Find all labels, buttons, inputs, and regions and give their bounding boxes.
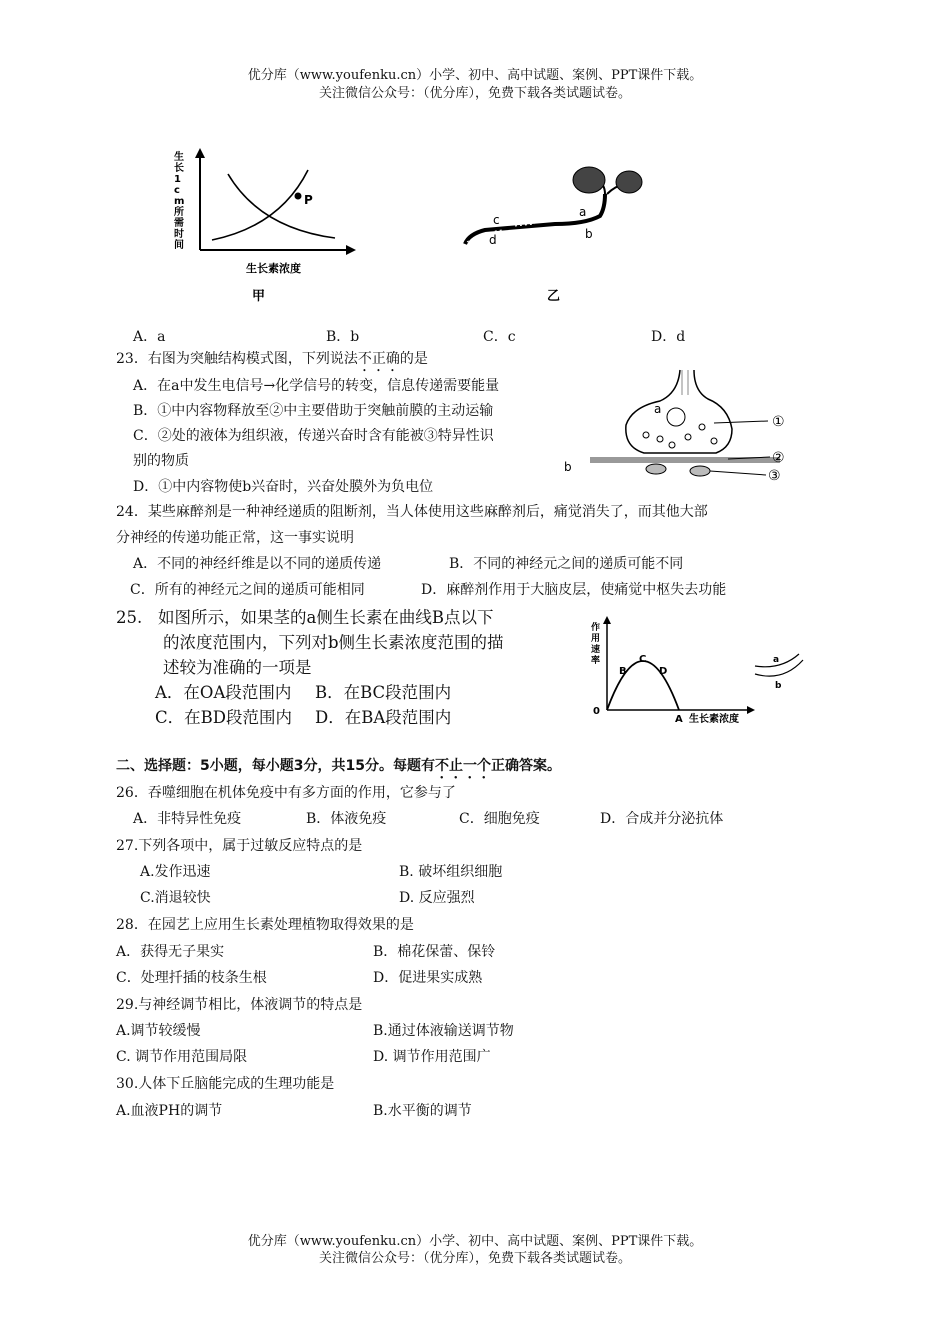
q27-option-d: D. 反应强烈 — [399, 890, 475, 906]
q25-label-a: A — [675, 714, 683, 725]
q23-figure-label-3: ③ — [768, 468, 781, 484]
figure-yi-caption: 乙 — [547, 289, 561, 304]
q22-option-c: C．c — [483, 329, 516, 345]
q25-figure — [585, 610, 810, 728]
q28-option-c: C．处理扦插的枝条生根 — [116, 970, 267, 986]
q27-option-c: C.消退较快 — [140, 890, 211, 906]
q30-option-b: B.水平衡的调节 — [373, 1103, 472, 1119]
q28-option-a: A．获得无子果实 — [116, 944, 225, 960]
figure-jia-ylabel-char: 长 — [174, 163, 184, 174]
q28-option-d: D．促进果实成熟 — [373, 970, 483, 986]
q25-stem-line1: 如图所示，如果茎的a侧生长素在曲线B点以下 — [158, 608, 494, 627]
q25-x-arrow — [747, 706, 755, 714]
figure-jia-point-label: P — [304, 193, 313, 207]
q22-option-a: A．a — [133, 329, 166, 345]
q23-receptor — [646, 464, 666, 474]
figure-yi-leaf-left — [573, 167, 605, 193]
q25-curve — [607, 661, 679, 710]
q24-option-c: C．所有的神经元之间的递质可能相同 — [130, 582, 365, 598]
q23-option-b: B．①中内容物释放至②中主要借助于突触前膜的主动运输 — [133, 403, 494, 419]
q26-option-b: B．体液免疫 — [306, 811, 387, 827]
q25-xlabel: 生长素浓度 — [689, 714, 739, 725]
q29-option-a: A.调节较缓慢 — [116, 1023, 201, 1039]
q25-y-arrow — [603, 616, 611, 624]
q24-option-a: A．不同的神经纤维是以不同的递质传递 — [133, 556, 382, 572]
q23-leader-3 — [710, 471, 766, 475]
figure-jia-caption: 甲 — [252, 289, 266, 304]
header-line-2: 关注微信公众号：（优分库），免费下载各类试题试卷。 — [318, 86, 631, 101]
q25-ylabel-char: 率 — [591, 656, 601, 666]
q25-stem-line2: 的浓度范围内，下列对b侧生长素浓度范围的描 — [163, 633, 504, 652]
q28-stem: 28．在园艺上应用生长素处理植物取得效果的是 — [116, 917, 414, 933]
q23-option-d: D．①中内容物使b兴奋时，兴奋处膜外为负电位 — [133, 479, 434, 495]
header-line-1: 优分库（www.youfenku.cn）小学、初中、高中试题、案例、PPT课件下载。 — [247, 68, 703, 83]
q25-label-d: D — [659, 666, 668, 677]
q24-stem-line2: 分神经的传递功能正常，这一事实说明 — [116, 530, 354, 546]
figure-jia-y-arrow — [195, 148, 205, 158]
q24-stem-line1: 24．某些麻醉剂是一种神经递质的阻断剂，当人体使用这些麻醉剂后，痛觉消失了，而其他大部 — [116, 504, 708, 520]
q29-option-b: B.通过体液输送调节物 — [373, 1023, 514, 1039]
q23-stem-pre: 23．右图为突触结构模式图，下列说法 — [116, 351, 358, 367]
figure-jia-ylabel-char: 生 — [174, 152, 184, 163]
q27-option-b: B. 破坏组织细胞 — [399, 864, 503, 880]
q30-stem: 30.人体下丘脑能完成的生理功能是 — [116, 1076, 335, 1092]
q29-option-c: C. 调节作用范围局限 — [116, 1049, 248, 1065]
q23-figure-label-1: ① — [772, 414, 785, 430]
q26-stem: 26．吞噬细胞在机体免疫中有多方面的作用，它参与了 — [116, 785, 456, 801]
q25-figure-ylabel — [591, 621, 600, 666]
q29-option-d: D. 调节作用范围广 — [373, 1049, 491, 1065]
q23-option-c-line1: C．②处的液体为组织液，传递兴奋时含有能被③特异性识 — [133, 428, 494, 444]
q24-option-d: D．麻醉剂作用于大脑皮层，使痛觉中枢失去功能 — [421, 582, 727, 598]
q22-option-d: D．d — [651, 329, 686, 345]
q26-option-d: D．合成并分泌抗体 — [600, 811, 724, 827]
figure-yi-label-d: d — [489, 233, 497, 247]
q25-stem-label-a: a — [773, 655, 780, 665]
figure-jia-ylabel-char: 1 — [174, 174, 181, 185]
figure-jia-point — [295, 193, 302, 200]
q25-ylabel-char: 用 — [591, 634, 601, 644]
q25-option-a: A．在OA段范围内 — [155, 683, 292, 702]
q25-stem-label-b: b — [775, 681, 782, 691]
footer-line-2: 关注微信公众号：（优分库），免费下载各类试题试卷。 — [318, 1251, 631, 1266]
figure-yi-stem — [465, 194, 605, 244]
figure-jia-ylabel-char: 时 — [174, 229, 184, 240]
figure-jia-xlabel: 生长素浓度 — [246, 262, 301, 275]
q23-stem-emphasis: 不正确 — [357, 351, 400, 367]
q24-option-b: B．不同的神经元之间的递质可能不同 — [449, 556, 684, 572]
figure-yi-label-b: b — [585, 227, 593, 241]
q27-option-a: A.发作迅速 — [140, 864, 211, 880]
figure-yi-leaf-right — [616, 171, 642, 193]
q23-figure-label-a: a — [654, 402, 662, 416]
q25-option-c: C．在BD段范围内 — [155, 708, 292, 727]
q23-option-a: A．在a中发生电信号→化学信号的转变，信息传递需要能量 — [133, 378, 500, 394]
figure-jia-ylabel-char: 所 — [174, 207, 184, 218]
q25-option-d: D．在BA段范围内 — [315, 708, 452, 727]
q25-number: 25. — [116, 608, 143, 627]
section-2-heading — [116, 755, 561, 782]
q23-option-c-line2: 别的物质 — [133, 453, 189, 469]
figure-jia-x-arrow — [346, 245, 356, 255]
q26-option-a: A．非特异性免疫 — [133, 811, 242, 827]
q27-stem: 27.下列各项中，属于过敏反应特点的是 — [116, 838, 363, 854]
q23-figure-label-2: ② — [772, 450, 785, 466]
figure-yi-label-c: c — [493, 213, 500, 227]
q23-stem — [116, 350, 428, 375]
figure-jia-ylabel-char: 需 — [174, 218, 184, 229]
figure-jia-ylabel — [174, 150, 184, 251]
q22-option-b: B．b — [326, 329, 360, 345]
section-2-heading-pre: 二、选择题：5小题，每小题3分，共15分。每题有 — [116, 758, 435, 774]
q28-option-b: B．棉花保蕾、保铃 — [373, 944, 496, 960]
q23-synapse-figure — [560, 365, 800, 500]
q25-stem-line3: 述较为准确的一项是 — [163, 658, 312, 677]
figure-jia — [160, 140, 370, 310]
section-2-heading-post: 正确答案。 — [490, 758, 561, 774]
figure-yi — [455, 158, 655, 308]
figure-jia-ylabel-char: c — [174, 185, 180, 196]
figure-jia-curve-rising — [212, 170, 308, 240]
section-2-heading-emphasis: 不止一个 — [434, 758, 491, 774]
figure-jia-ylabel-char: m — [174, 196, 185, 207]
q25-option-b: B．在BC段范围内 — [315, 683, 452, 702]
q25-label-c: C — [639, 654, 647, 665]
q29-stem: 29.与神经调节相比，体液调节的特点是 — [116, 997, 363, 1013]
q26-option-c: C．细胞免疫 — [459, 811, 540, 827]
q25-ylabel-char: 作 — [591, 623, 601, 633]
q25-origin-label: 0 — [593, 706, 600, 717]
q23-stem-post: 的是 — [399, 351, 428, 367]
footer-line-1: 优分库（www.youfenku.cn）小学、初中、高中试题、案例、PPT课件下载。 — [247, 1234, 703, 1249]
q23-receptor — [690, 466, 710, 476]
figure-yi-label-a: a — [579, 205, 587, 219]
q23-figure-label-b: b — [564, 460, 572, 474]
q23-mitochondrion — [667, 408, 685, 426]
figure-jia-ylabel-char: 间 — [174, 240, 184, 251]
q25-label-b: B — [619, 666, 627, 677]
q30-option-a: A.血液PH的调节 — [116, 1103, 223, 1119]
q25-ylabel-char: 速 — [591, 645, 601, 655]
